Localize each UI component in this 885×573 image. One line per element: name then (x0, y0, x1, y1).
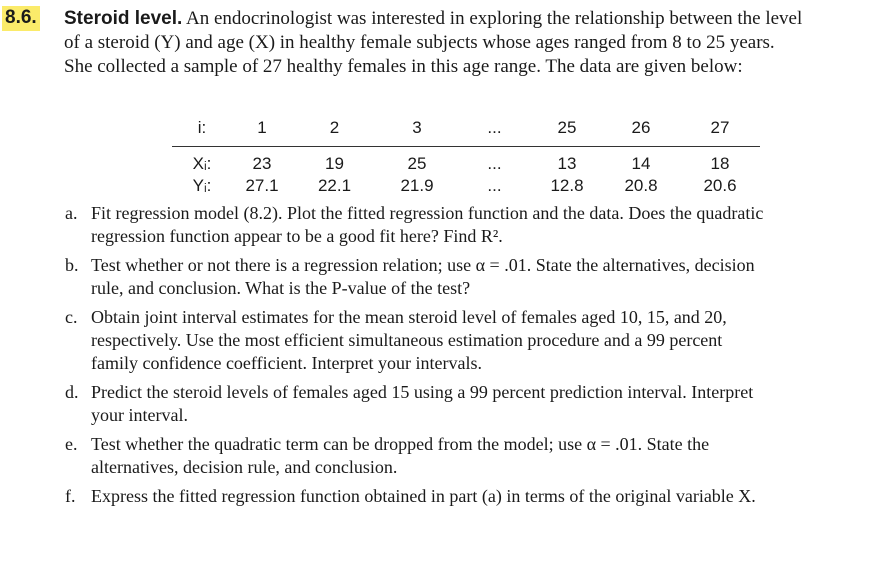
table-cell: 25 (407, 154, 427, 173)
table-cell: 22.1 (317, 176, 352, 195)
table-cell: 19 (325, 154, 344, 173)
table-cell: 26 (631, 118, 651, 137)
row-label: i: (197, 118, 207, 137)
part-body (91, 202, 855, 248)
table-cell: ... (487, 118, 502, 137)
part-line: Test whether or not there is a regression relation; use α = .01. State the alternatives, decision (91, 255, 755, 275)
problem-title: Steroid level. (64, 8, 183, 29)
row-label: Xᵢ: (192, 154, 212, 173)
part-d (65, 381, 855, 427)
table-row (172, 153, 760, 175)
part-body (91, 306, 855, 375)
part-body (91, 485, 855, 508)
table-cell: 13 (557, 154, 577, 173)
part-line: family confidence coefficient. Interpret your intervals. (91, 353, 482, 373)
table-cell: 14 (631, 154, 651, 173)
table-cell: 20.6 (703, 176, 737, 195)
table-cell: 25 (557, 118, 577, 137)
intro-line (64, 7, 854, 31)
part-c (65, 306, 855, 375)
table-cell: 27.1 (245, 176, 279, 195)
problem-number: 8.6. (2, 6, 40, 31)
table-cell: 23 (252, 154, 272, 173)
part-line: your interval. (91, 405, 188, 425)
intro-line: of a steroid (Y) and age (X) in healthy female subjects whose ages ranged from 8 to 25 years. (64, 32, 775, 53)
part-line: Obtain joint interval estimates for the mean steroid level of females aged 10, 15, and 20, (91, 307, 727, 327)
part-marker: f. (65, 486, 76, 506)
part-marker: e. (65, 434, 78, 454)
part-line: alternatives, decision rule, and conclusion. (91, 457, 398, 477)
part-e (65, 433, 855, 479)
table-cell: 27 (710, 118, 730, 137)
part-line: Express the fitted regression function obtained in part (a) in terms of the original variable X. (91, 486, 756, 506)
table-cell: 18 (710, 154, 730, 173)
part-marker: d. (65, 382, 79, 402)
part-body (91, 433, 855, 479)
table-cell: 21.9 (400, 176, 434, 195)
table-cell: 20.8 (624, 176, 658, 195)
part-line: respectively. Use the most efficient simultaneous estimation procedure and a 99 percent (91, 330, 723, 350)
part-line: rule, and conclusion. What is the P-value of the test? (91, 278, 471, 298)
table-cell: ... (487, 176, 502, 195)
table-cell: 1 (257, 118, 267, 137)
intro-line: She collected a sample of 27 healthy females in this age range. The data are given below: (64, 56, 743, 77)
part-f (65, 485, 855, 508)
problem-intro (64, 7, 854, 79)
part-line: Test whether the quadratic term can be dropped from the model; use α = .01. State the (91, 434, 710, 454)
table-cell: ... (487, 154, 502, 173)
part-body (91, 381, 855, 427)
data-table (172, 118, 760, 197)
part-marker: c. (65, 307, 78, 327)
table-cell: 2 (329, 118, 340, 137)
part-marker: a. (65, 203, 78, 223)
part-line: regression function appear to be a good fit here? Find R². (91, 226, 503, 246)
table-cell: 3 (412, 118, 422, 137)
part-b (65, 254, 855, 300)
part-line: Fit regression model (8.2). Plot the fitted regression function and the data. Does the quadratic (91, 203, 764, 223)
question-parts (65, 202, 855, 514)
part-body (91, 254, 855, 300)
table-row (172, 175, 760, 197)
row-label: Yᵢ: (192, 176, 212, 195)
part-marker: b. (65, 255, 79, 275)
table-header-row (172, 118, 760, 147)
table-cell: 12.8 (550, 176, 584, 195)
intro-line-text: An endocrinologist was interested in exploring the relationship between the level (182, 8, 803, 29)
part-line: Predict the steroid levels of females aged 15 using a 99 percent prediction interval. Interpret (91, 382, 754, 402)
part-a (65, 202, 855, 248)
